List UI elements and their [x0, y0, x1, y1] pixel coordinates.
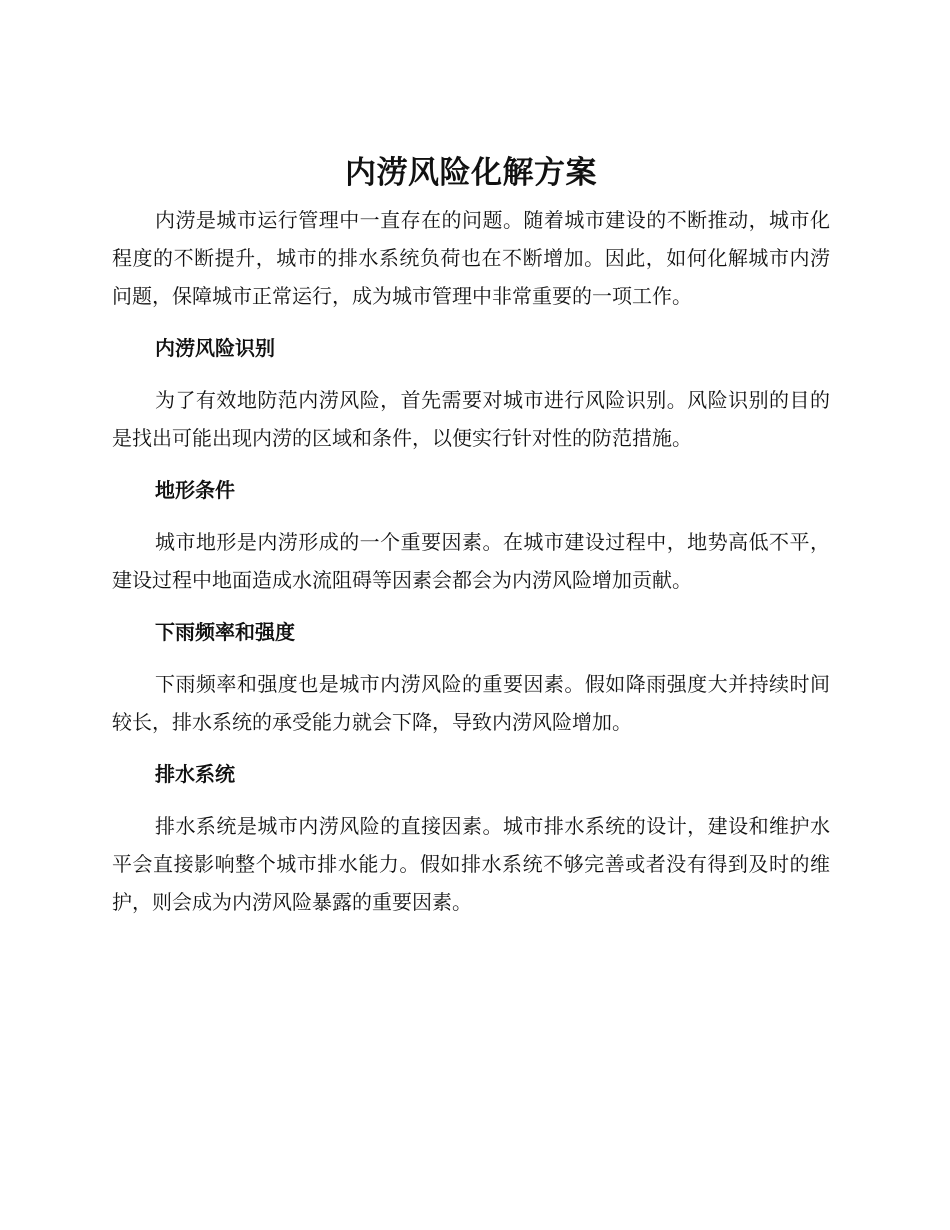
spacer	[112, 741, 830, 755]
document-page	[112, 150, 830, 921]
spacer	[112, 793, 830, 807]
section-heading-rainfall: 下雨频率和强度	[155, 620, 295, 644]
spacer	[112, 367, 830, 381]
spacer	[112, 509, 830, 523]
spacer	[112, 457, 830, 471]
section-heading-terrain: 地形条件	[155, 478, 235, 502]
section-body-terrain: 城市地形是内涝形成的一个重要因素。在城市建设过程中，地势高低不平，建设过程中地面造成水流阻碍等因素会都会为内涝风险增加贡献。	[112, 530, 830, 592]
section-heading-drainage: 排水系统	[155, 762, 235, 786]
spacer	[112, 315, 830, 329]
section-body-rainfall: 下雨频率和强度也是城市内涝风险的重要因素。假如降雨强度大并持续时间较长，排水系统的承受能力就会下降，导致内涝风险增加。	[112, 672, 830, 734]
section-heading-risk-identification: 内涝风险识别	[155, 336, 275, 360]
document-title: 内涝风险化解方案	[345, 155, 597, 191]
spacer	[112, 599, 830, 613]
intro-paragraph: 内涝是城市运行管理中一直存在的问题。随着城市建设的不断推动，城市化程度的不断提升，城市的排水系统负荷也在不断增加。因此，如何化解城市内涝问题，保障城市正常运行，成为城市管理中非常重要的一项工作。	[112, 208, 830, 308]
spacer	[112, 651, 830, 665]
section-body-drainage: 排水系统是城市内涝风险的直接因素。城市排水系统的设计，建设和维护水平会直接影响整个城市排水能力。假如排水系统不够完善或者没有得到及时的维护，则会成为内涝风险暴露的重要因素。	[112, 814, 830, 914]
section-body-risk-identification: 为了有效地防范内涝风险，首先需要对城市进行风险识别。风险识别的目的是找出可能出现内涝的区域和条件，以便实行针对性的防范措施。	[112, 388, 830, 450]
